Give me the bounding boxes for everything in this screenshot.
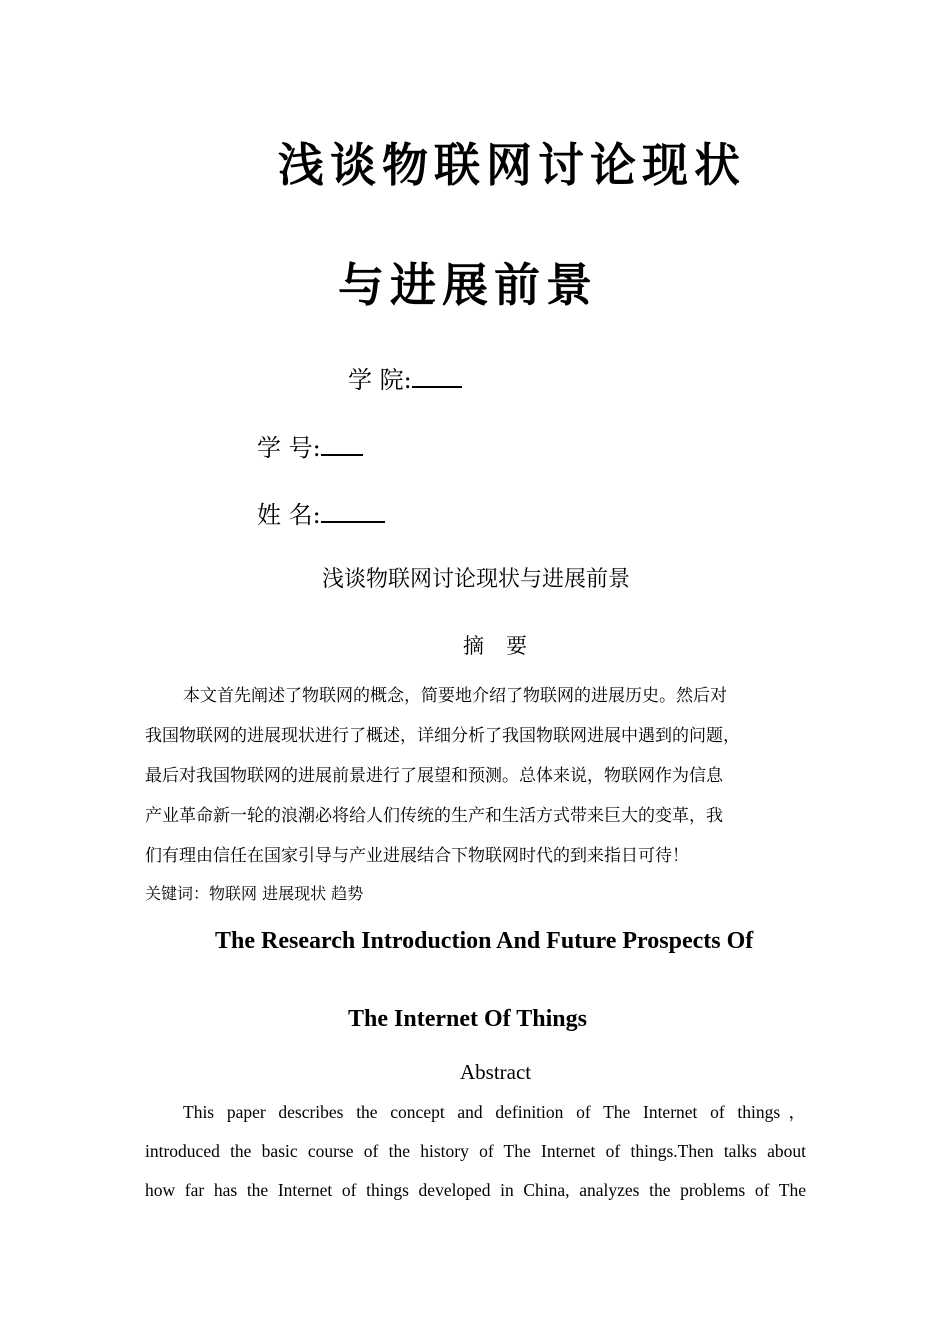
- abstract-cn-line: 本文首先阐述了物联网的概念，简要地介绍了物联网的进展历史。然后对: [183, 686, 727, 706]
- keywords-line: [145, 881, 363, 904]
- abstract-en-line: introduced the basic course of the history of The Internet of things.Then talks about: [145, 1141, 806, 1161]
- abstract-cn-body: [145, 676, 807, 876]
- abstract-cn-line: 们有理由信任在国家引导与产业进展结合下物联网时代的到来指日可待！: [145, 846, 689, 866]
- abstract-en-heading: Abstract: [460, 1060, 532, 1084]
- abstract-cn-line: 我国物联网的进展现状进行了概述，详细分析了我国物联网进展中遇到的问题，: [145, 726, 740, 746]
- cover-title-line1: 浅谈物联网讨论现状: [278, 138, 746, 192]
- abstract-cn-heading: 摘要: [463, 634, 549, 658]
- cover-title-line2: 与进展前景: [338, 258, 598, 312]
- name-field: [257, 501, 385, 527]
- abstract-en-line: This paper describes the concept and definition of The Internet of things，: [183, 1102, 806, 1122]
- student-no-blank: [321, 434, 363, 456]
- keywords-value: 物联网 进展现状 趋势: [209, 884, 364, 903]
- keywords-label: 关键词：: [145, 884, 210, 903]
- abstract-en-title-line2: The Internet Of Things: [348, 1006, 587, 1032]
- college-label: 学 院:: [348, 366, 412, 394]
- abstract-en-title-line1: The Research Introduction And Future Prospects Of: [215, 928, 754, 954]
- student-no-label: 学 号:: [257, 434, 321, 462]
- abstract-cn-title: 浅谈物联网讨论现状与进展前景: [322, 567, 631, 592]
- abstract-en-line: how far has the Internet of things developed in China, analyzes the problems of The: [145, 1180, 806, 1200]
- abstract-cn-line: 产业革命新一轮的浪潮必将给人们传统的生产和生活方式带来巨大的变革，我: [145, 806, 723, 826]
- name-blank: [321, 501, 385, 523]
- college-blank: [412, 366, 462, 388]
- abstract-en-body: [145, 1093, 806, 1210]
- abstract-cn-line: 最后对我国物联网的进展前景进行了展望和预测。总体来说，物联网作为信息: [145, 766, 723, 786]
- college-field: [348, 366, 462, 392]
- name-label: 姓 名:: [257, 501, 321, 529]
- student-no-field: [257, 434, 363, 460]
